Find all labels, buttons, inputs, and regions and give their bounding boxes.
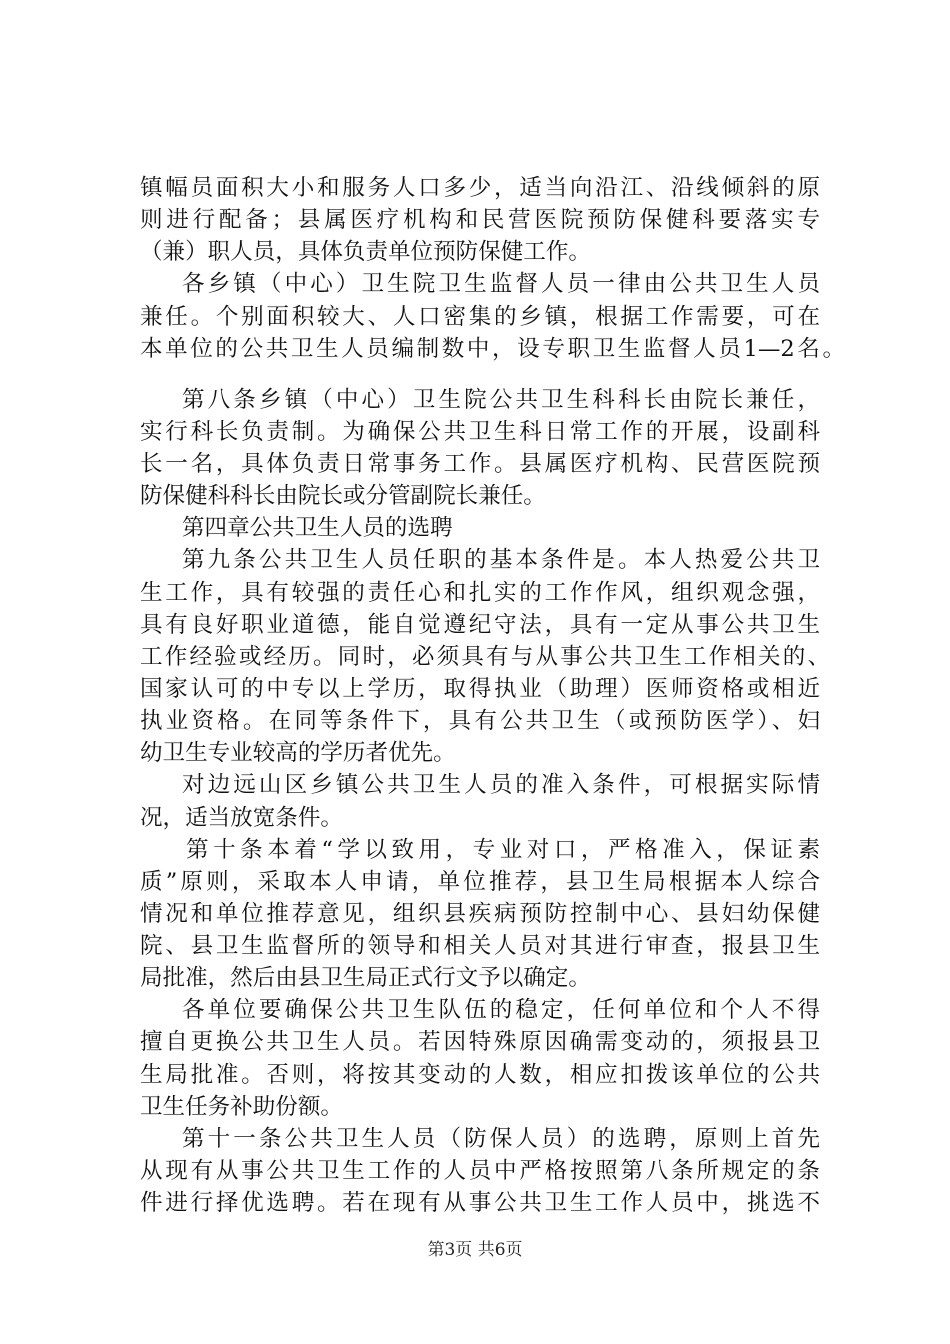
text-line: 对边远山区乡镇公共卫生人员的准入条件，可根据实际情 (182, 772, 820, 798)
text-line: 第八条乡镇（中心）卫生院公共卫生科科长由院长兼任， (182, 387, 820, 413)
text-line: 卫生任务补助份额。 (140, 1094, 343, 1120)
text-line: 则进行配备；县属医疗机构和民营医院预防保健科要落实专 (140, 207, 820, 233)
text-line: 执业资格。在同等条件下，具有公共卫生（或预防医学）、妇 (140, 708, 820, 734)
text-line: 长一名，具体负责日常事务工作。县属医疗机构、民营医院预 (140, 451, 820, 477)
page-footer: 第3页 共6页 (427, 1240, 523, 1260)
text-line: 国家认可的中专以上学历，取得执业（助理）医师资格或相近 (140, 676, 820, 702)
text-line: 第十条本着“学以致用，专业对口，严格准入，保证素 (186, 837, 820, 863)
text-line: 防保健科科长由院长或分管副院长兼任。 (140, 483, 546, 509)
text-line: 质”原则，采取本人申请，单位推荐，县卫生局根据本人综合 (140, 869, 820, 895)
text-line: 各单位要确保公共卫生队伍的稳定，任何单位和个人不得 (182, 997, 820, 1023)
text-line: 第九条公共卫生人员任职的基本条件是。本人热爱公共卫 (182, 547, 820, 573)
text-line: 幼卫生专业较高的学历者优先。 (140, 740, 456, 766)
text-line: 况，适当放宽条件。 (140, 805, 343, 831)
text-line: 生局批准。否则，将按其变动的人数，相应扣拨该单位的公共 (140, 1062, 820, 1088)
text-line: 镇幅员面积大小和服务人口多少，适当向沿江、沿线倾斜的原 (140, 175, 820, 201)
text-line: 实行科长负责制。为确保公共卫生科日常工作的开展，设副科 (140, 419, 820, 445)
text-line: 生工作，具有较强的责任心和扎实的工作作风，组织观念强， (140, 580, 820, 606)
text-line: 从现有从事公共卫生工作的人员中严格按照第八条所规定的条 (140, 1158, 820, 1184)
text-line: 本单位的公共卫生人员编制数中，设专职卫生监督人员1—2名。 (140, 336, 845, 362)
text-line: 各乡镇（中心）卫生院卫生监督人员一律由公共卫生人员 (182, 271, 820, 297)
text-line: 院、县卫生监督所的领导和相关人员对其进行审查，报县卫生 (140, 933, 820, 959)
text-line: （兼）职人员，具体负责单位预防保健工作。 (140, 239, 591, 265)
text-line: 件进行择优选聘。若在现有从事公共卫生工作人员中，挑选不 (140, 1190, 820, 1216)
text-line: 工作经验或经历。同时，必须具有与从事公共卫生工作相关的、 (140, 644, 830, 670)
chapter-heading: 第四章公共卫生人员的选聘 (182, 515, 453, 541)
text-line: 第十一条公共卫生人员（防保人员）的选聘，原则上首先 (182, 1126, 820, 1152)
text-line: 擅自更换公共卫生人员。若因特殊原因确需变动的，须报县卫 (140, 1029, 820, 1055)
text-line: 兼任。个别面积较大、人口密集的乡镇，根据工作需要，可在 (140, 304, 820, 330)
text-line: 情况和单位推荐意见，组织县疾病预防控制中心、县妇幼保健 (140, 901, 820, 927)
text-line: 局批准，然后由县卫生局正式行文予以确定。 (140, 965, 591, 991)
text-line: 具有良好职业道德，能自觉遵纪守法，具有一定从事公共卫生 (140, 612, 820, 638)
